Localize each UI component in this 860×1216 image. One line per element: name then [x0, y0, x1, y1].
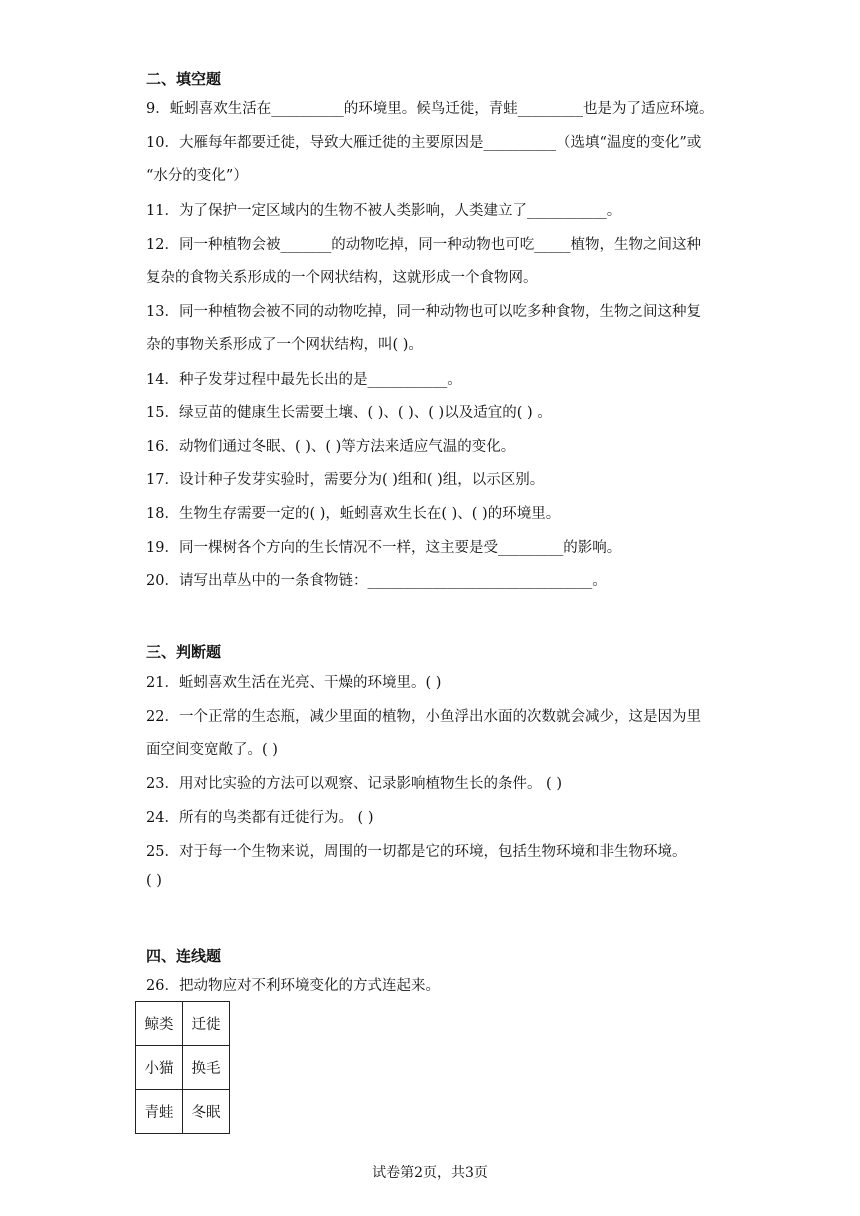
question-24: 24．所有的鸟类都有迁徙行为。 ( ) [146, 810, 374, 826]
question-12: 12．同一种植物会被_______的动物吃掉，同一种动物也可吃_____植物，生物之间这种 [146, 237, 701, 253]
question-25-cont: ( ) [146, 873, 162, 889]
question-18: 18．生物生存需要一定的( )，蚯蚓喜欢生长在( )、( )的环境里。 [146, 506, 561, 522]
question-12-cont: 复杂的食物关系形成的一个网状结构，这就形成一个食物网。 [146, 270, 538, 286]
method-cell[interactable]: 冬眠 [183, 1090, 230, 1134]
question-19: 19．同一棵树各个方向的生长情况不一样，这主要是受_________的影响。 [146, 540, 622, 556]
question-10: 10．大雁每年都要迁徙，导致大雁迁徙的主要原因是__________（选填“温度的变化”或 [146, 135, 702, 151]
section-title-fill: 二、填空题 [146, 70, 222, 88]
question-23: 23．用对比实验的方法可以观察、记录影响植物生长的条件。 ( ) [146, 776, 562, 792]
question-13-cont: 杂的事物关系形成了一个网状结构，叫( )。 [146, 337, 423, 353]
question-26: 26．把动物应对不利环境变化的方式连起来。 [146, 978, 440, 994]
table-row [136, 1090, 230, 1134]
question-22: 22．一个正常的生态瓶，减少里面的植物，小鱼浮出水面的次数就会减少，这是因为里 [146, 709, 701, 725]
method-cell[interactable]: 迁徙 [183, 1002, 230, 1046]
method-cell[interactable]: 换毛 [183, 1046, 230, 1090]
question-11: 11．为了保护一定区域内的生物不被人类影响，人类建立了___________。 [146, 203, 622, 219]
question-16: 16．动物们通过冬眠、( )、( )等方法来适应气温的变化。 [146, 439, 516, 455]
question-14: 14．种子发芽过程中最先长出的是___________。 [146, 372, 462, 388]
animal-cell[interactable]: 鲸类 [136, 1002, 183, 1046]
question-10-cont: “水分的变化”） [146, 168, 248, 184]
question-22-cont: 面空间变宽敞了。( ) [146, 742, 278, 758]
question-17: 17．设计种子发芽实验时，需要分为( )组和( )组，以示区别。 [146, 472, 545, 488]
question-13: 13．同一种植物会被不同的动物吃掉，同一种动物也可以吃多种食物，生物之间这种复 [146, 304, 701, 320]
section-title-match: 四、连线题 [146, 947, 222, 965]
animal-cell[interactable]: 青蛙 [136, 1090, 183, 1134]
matching-table [135, 1001, 230, 1134]
table-row [136, 1002, 230, 1046]
question-20: 20．请写出草丛中的一条食物链：_______________________________。 [146, 573, 607, 589]
question-9: 9．蚯蚓喜欢生活在__________的环境里。候鸟迁徙，青蛙_________也是为了适应环境。 [146, 101, 714, 117]
section-title-judge: 三、判断题 [146, 643, 222, 661]
table-row [136, 1046, 230, 1090]
question-21: 21．蚯蚓喜欢生活在光亮、干燥的环境里。( ) [146, 675, 442, 691]
question-15: 15．绿豆苗的健康生长需要土壤、( )、( )、( )以及适宜的( ) 。 [146, 405, 552, 421]
page-footer: 试卷第2页，共3页 [372, 1165, 488, 1181]
animal-cell[interactable]: 小猫 [136, 1046, 183, 1090]
question-25: 25．对于每一个生物来说，周围的一切都是它的环境，包括生物环境和非生物环境。 [146, 844, 687, 860]
